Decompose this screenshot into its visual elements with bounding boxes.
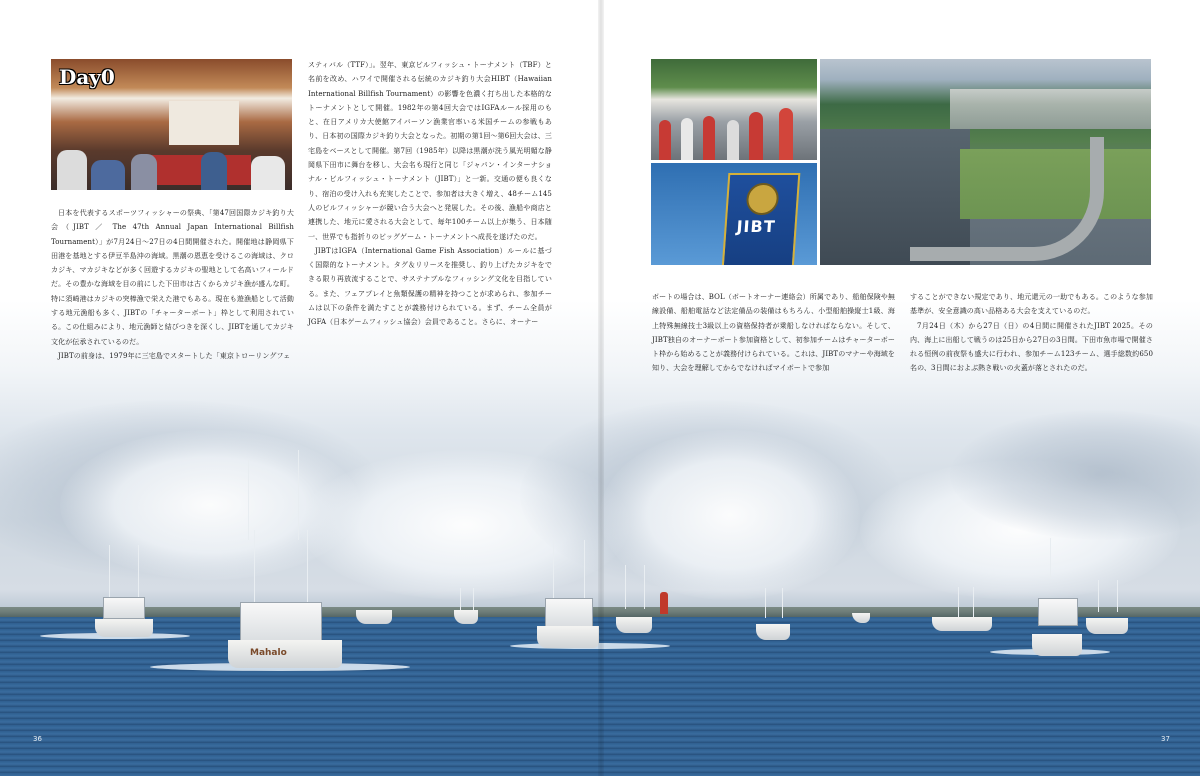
page-gutter xyxy=(598,0,604,776)
jibt-sign xyxy=(722,173,801,265)
body-column-2 xyxy=(308,58,552,330)
crowd-photo xyxy=(651,59,817,160)
jibt-sign-photo xyxy=(651,163,817,265)
sport-fishing-boat xyxy=(1086,580,1128,634)
paragraph: JIBTの前身は、1979年に三宅島でスタートした「東京トローリングフェ xyxy=(58,351,291,360)
sport-fishing-boat xyxy=(95,545,153,637)
sport-fishing-boat xyxy=(852,595,870,623)
sport-fishing-boat xyxy=(932,587,992,631)
page-number-right: 37 xyxy=(1161,735,1170,743)
body-column-1 xyxy=(51,206,294,363)
sport-fishing-boat xyxy=(537,540,599,648)
paragraph: 7月24日（木）から27日（日）の4日間に開催されたJIBT 2025。その内、海上に出船して戦うのは25日から27日の3日間。下田市魚市場で開催される恒例の前夜祭も盛大に行われ、参加チーム123チーム、選手総数約650名の、3日間におよぶ熱き戦いの火蓋が落とされたのだ。 xyxy=(910,321,1153,373)
marlin-emblem-icon xyxy=(745,183,779,215)
sport-fishing-boat xyxy=(356,600,392,624)
harbor-aerial-photo xyxy=(820,59,1151,265)
sport-fishing-boat xyxy=(616,565,652,633)
sport-fishing-boat-mahalo xyxy=(228,520,342,668)
boat-name: Mahalo xyxy=(250,648,287,658)
paragraph: することができない規定であり、地元還元の一助でもある。このような参加基準が、安全意識の高い品格ある大会を支えているのだ。 xyxy=(910,293,1153,316)
lighthouse xyxy=(660,592,668,614)
paragraph: JIBTはIGFA（International Game Fish Association）ルールに基づく国際的なトーナメント。タグ＆リリースを推奨し、釣り上げたカジキをできる限り再放流することで、サステナブルなフィッシング文化を目指している。また、フェアプレイと魚類保護の精神を持つことが求められ、参加チームは以下の条件を満たすことが義務付けられている。まず、チーム全員がJGFA（日本ゲームフィッシュ協会）会員であること。さらに、オーナー xyxy=(308,246,552,327)
sport-fishing-boat xyxy=(454,588,478,624)
paragraph: スティバル（TTF）」。翌年、東京ビルフィッシュ・トーナメント（TBF）と名前を改め、ハワイで開催される伝統のカジキ釣り大会HIBT（Hawaiian International Billfish Tournament）の影響を色濃く打ち出した本格的なトーナメントとして開催。1982年の第4回大会ではIGFAルール採用のもと、在日アメリカ大使館アイバーソン漁業官率いる米国チームの参戦もあり、日本初の国際カジキ釣り大会となった。初期の第1回～第6回大会は、三宅島をベースとして開催。第7回（1985年）以降は黒潮が洗う風光明媚な静岡県下田市に舞台を移し、大会名も現行と同じ「ジャパン・インターナショナル・ビルフィッシュ・トーナメント（JIBT）」と一新。交通の便も良くなり、宿泊の受け入れも充実したことで、参加者は大きく増え、48チーム145人のビルフィッシャーが競い合う大会へと発展した。その後、漁船や商店と連携した、地元に愛される大会として、毎年100チーム以上が集う、日本随一、世界でも指折りのビッグゲーム・トーナメントへ成長を遂げたのだ。 xyxy=(308,61,552,241)
paragraph: 日本を代表するスポーツフィッシャーの祭典、「第47回国際カジキ釣り大会（JIBT ／ The 47th Annual Japan International Billfish Tournament）」が7月24日～27日の4日間開催された。開催地は静岡県下田港を基地とする伊豆半島沖の海域。黒潮の恩恵を受けるこの海域は、クロカジキ、マカジキなどが多く回遊するカジキの聖地として名高いフィールドだ。その豊かな海域を目の前にした下田市は古くからカジキ漁が盛んな町。特に須崎港はカジキの突棒漁で栄えた港でもある。現在も遊漁船として活動する地元漁船も多く、JIBTの「チャーターボート」枠として利用されている。この仕組みにより、地元漁師と結びつきを深くし、JIBTを通してカジキ文化が伝承されているのだ。 xyxy=(51,209,294,346)
sign-text: JIBT xyxy=(735,217,777,236)
shrine-ceremony-photo xyxy=(51,59,292,190)
body-column-4 xyxy=(910,290,1153,376)
body-column-3 xyxy=(652,290,895,376)
day-badge: Day0 xyxy=(59,65,115,89)
sport-fishing-boat xyxy=(756,588,790,640)
sport-fishing-boat xyxy=(1032,568,1082,656)
paragraph: ボートの場合は、BOL（ボートオーナー連絡会）所属であり、船舶保険や無線設備、船舶電話など法定備品の装備はもちろん、小型船舶操縦士1級、海上特殊無線技士3級以上の資格保持者が乗船しなければならない。そして、JIBT独自のオーナーボート参加資格として、初参加チームはチャーターボート枠から始めることが義務付けられている。これは、JIBTのマナーや海域を知り、大会を理解してからでなければマイボートで参加 xyxy=(652,293,895,373)
page-number-left: 36 xyxy=(33,735,42,743)
